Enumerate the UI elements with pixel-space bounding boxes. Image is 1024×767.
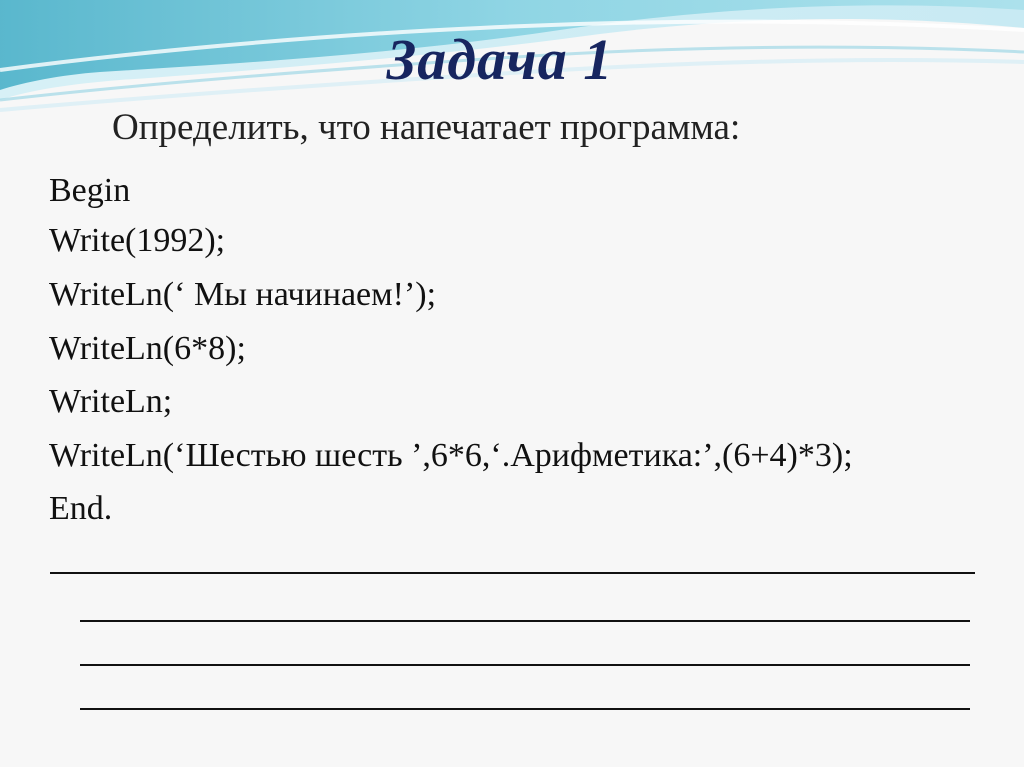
slide-title: Задача 1 [386,27,614,92]
code-line-writeln-product: WriteLn(6*8); [49,330,246,367]
code-line-writeln-empty: WriteLn; [49,383,173,420]
answer-line-4 [80,708,970,710]
code-line-writeln-arithmetic: WriteLn(‘Шестью шесть ’,6*6,‘.Арифметика:’,(6+4)*3); [49,437,853,474]
code-line-writeln-greeting: WriteLn(‘ Мы начинаем!’); [49,276,437,313]
code-line-begin: Begin [49,172,131,209]
code-line-end: End. [49,490,113,527]
code-line-write-1992: Write(1992); [49,222,226,259]
answer-line-3 [80,664,970,666]
answer-line-1 [50,572,975,574]
answer-line-2 [80,620,970,622]
task-subtitle: Определить, что напечатает программа: [112,107,741,148]
